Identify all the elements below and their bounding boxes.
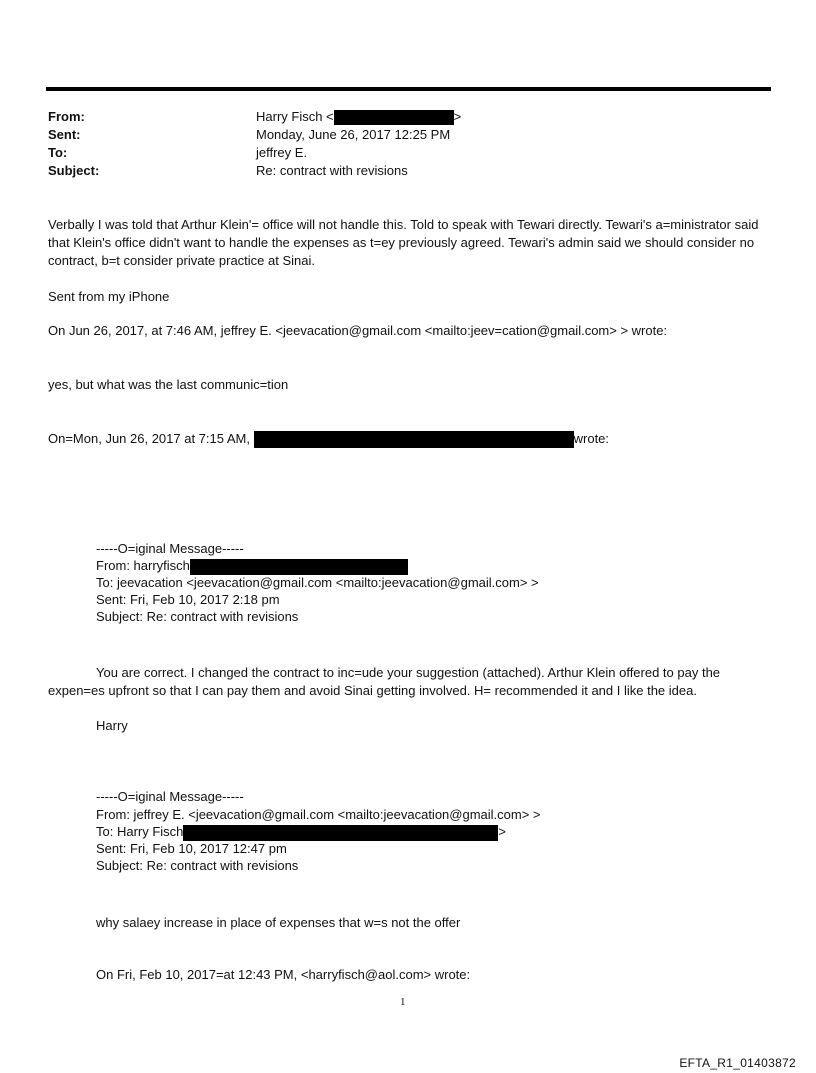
quote-header-redacted — [48, 430, 609, 448]
subject-label: Subject: — [48, 163, 100, 178]
sent-label: Sent: — [48, 127, 81, 142]
from-label: From: — [48, 109, 85, 124]
from-value — [256, 108, 461, 125]
to-value: jeffrey E. — [256, 145, 308, 160]
redaction-box — [183, 825, 498, 841]
subject-value: Re: contract with revisions — [256, 163, 408, 178]
msg2-subject: Subject: Re: contract with revisions — [96, 858, 299, 873]
msg1-sent: Sent: Fri, Feb 10, 2017 2:18 pm — [96, 592, 280, 607]
msg1-body: You are correct. I changed the contract to inc=ude your suggestion (attached). Arthur Klein offered to pay the expen=es upfront so that I can pay them and avoid Sinai getting involved. H= recommended it and I like the idea. — [48, 665, 721, 698]
quote-header: On Jun 26, 2017, at 7:46 AM, jeffrey E. <jeevacation@gmail.com <mailto:jeev=cation@gmail.com> > wrote: — [48, 323, 668, 338]
redaction-box — [334, 110, 454, 125]
msg1-from — [96, 557, 408, 575]
from-bracket: > — [453, 109, 462, 124]
to-label: To: — [48, 145, 68, 160]
redaction-box — [190, 559, 408, 575]
quote-prefix: On=Mon, Jun 26, 2017 at 7:15 AM, — [48, 431, 250, 446]
msg1-subject: Subject: Re: contract with revisions — [96, 609, 299, 624]
body-paragraph: Verbally I was told that Arthur Klein'= office will not handle this. Told to speak with Tewari directly. Tewari's a=ministrator said that Klein's office didn't want to handle the expenses as t=ey previously agreed. Tewari's admin said we should consider no contract, b=t consider private practice at Sinai. — [48, 217, 759, 268]
msg2-from: From: jeffrey E. <jeevacation@gmail.com <mailto:jeevacation@gmail.com> > — [96, 807, 541, 822]
msg2-to-text: To: Harry Fisch — [96, 824, 184, 839]
sent-value: Monday, June 26, 2017 12:25 PM — [256, 127, 451, 142]
original-message-divider: -----O=iginal Message----- — [96, 541, 244, 556]
quote-suffix: wrote: — [573, 431, 610, 446]
document-id: EFTA_R1_01403872 — [679, 1056, 796, 1070]
msg2-to-bracket: > — [498, 824, 506, 839]
redaction-box — [254, 431, 574, 448]
original-message-divider: -----O=iginal Message----- — [96, 789, 244, 804]
reply-text: yes, but what was the last communic=tion — [48, 377, 289, 392]
msg1-to: To: jeevacation <jeevacation@gmail.com <mailto:jeevacation@gmail.com> > — [96, 575, 539, 590]
msg1-from-text: From: harryfisch — [96, 558, 190, 573]
from-name: Harry Fisch < — [256, 109, 334, 124]
msg2-to — [96, 823, 506, 841]
page-number: 1 — [400, 996, 406, 1008]
msg2-body: why salaey increase in place of expenses that w=s not the offer — [96, 915, 461, 930]
msg2-quote-header: On Fri, Feb 10, 2017=at 12:43 PM, <harryfisch@aol.com> wrote: — [96, 967, 471, 982]
sent-from-iphone: Sent from my iPhone — [48, 289, 170, 304]
msg2-sent: Sent: Fri, Feb 10, 2017 12:47 pm — [96, 841, 287, 856]
msg1-signature: Harry — [96, 718, 128, 733]
header-rule — [46, 87, 771, 91]
